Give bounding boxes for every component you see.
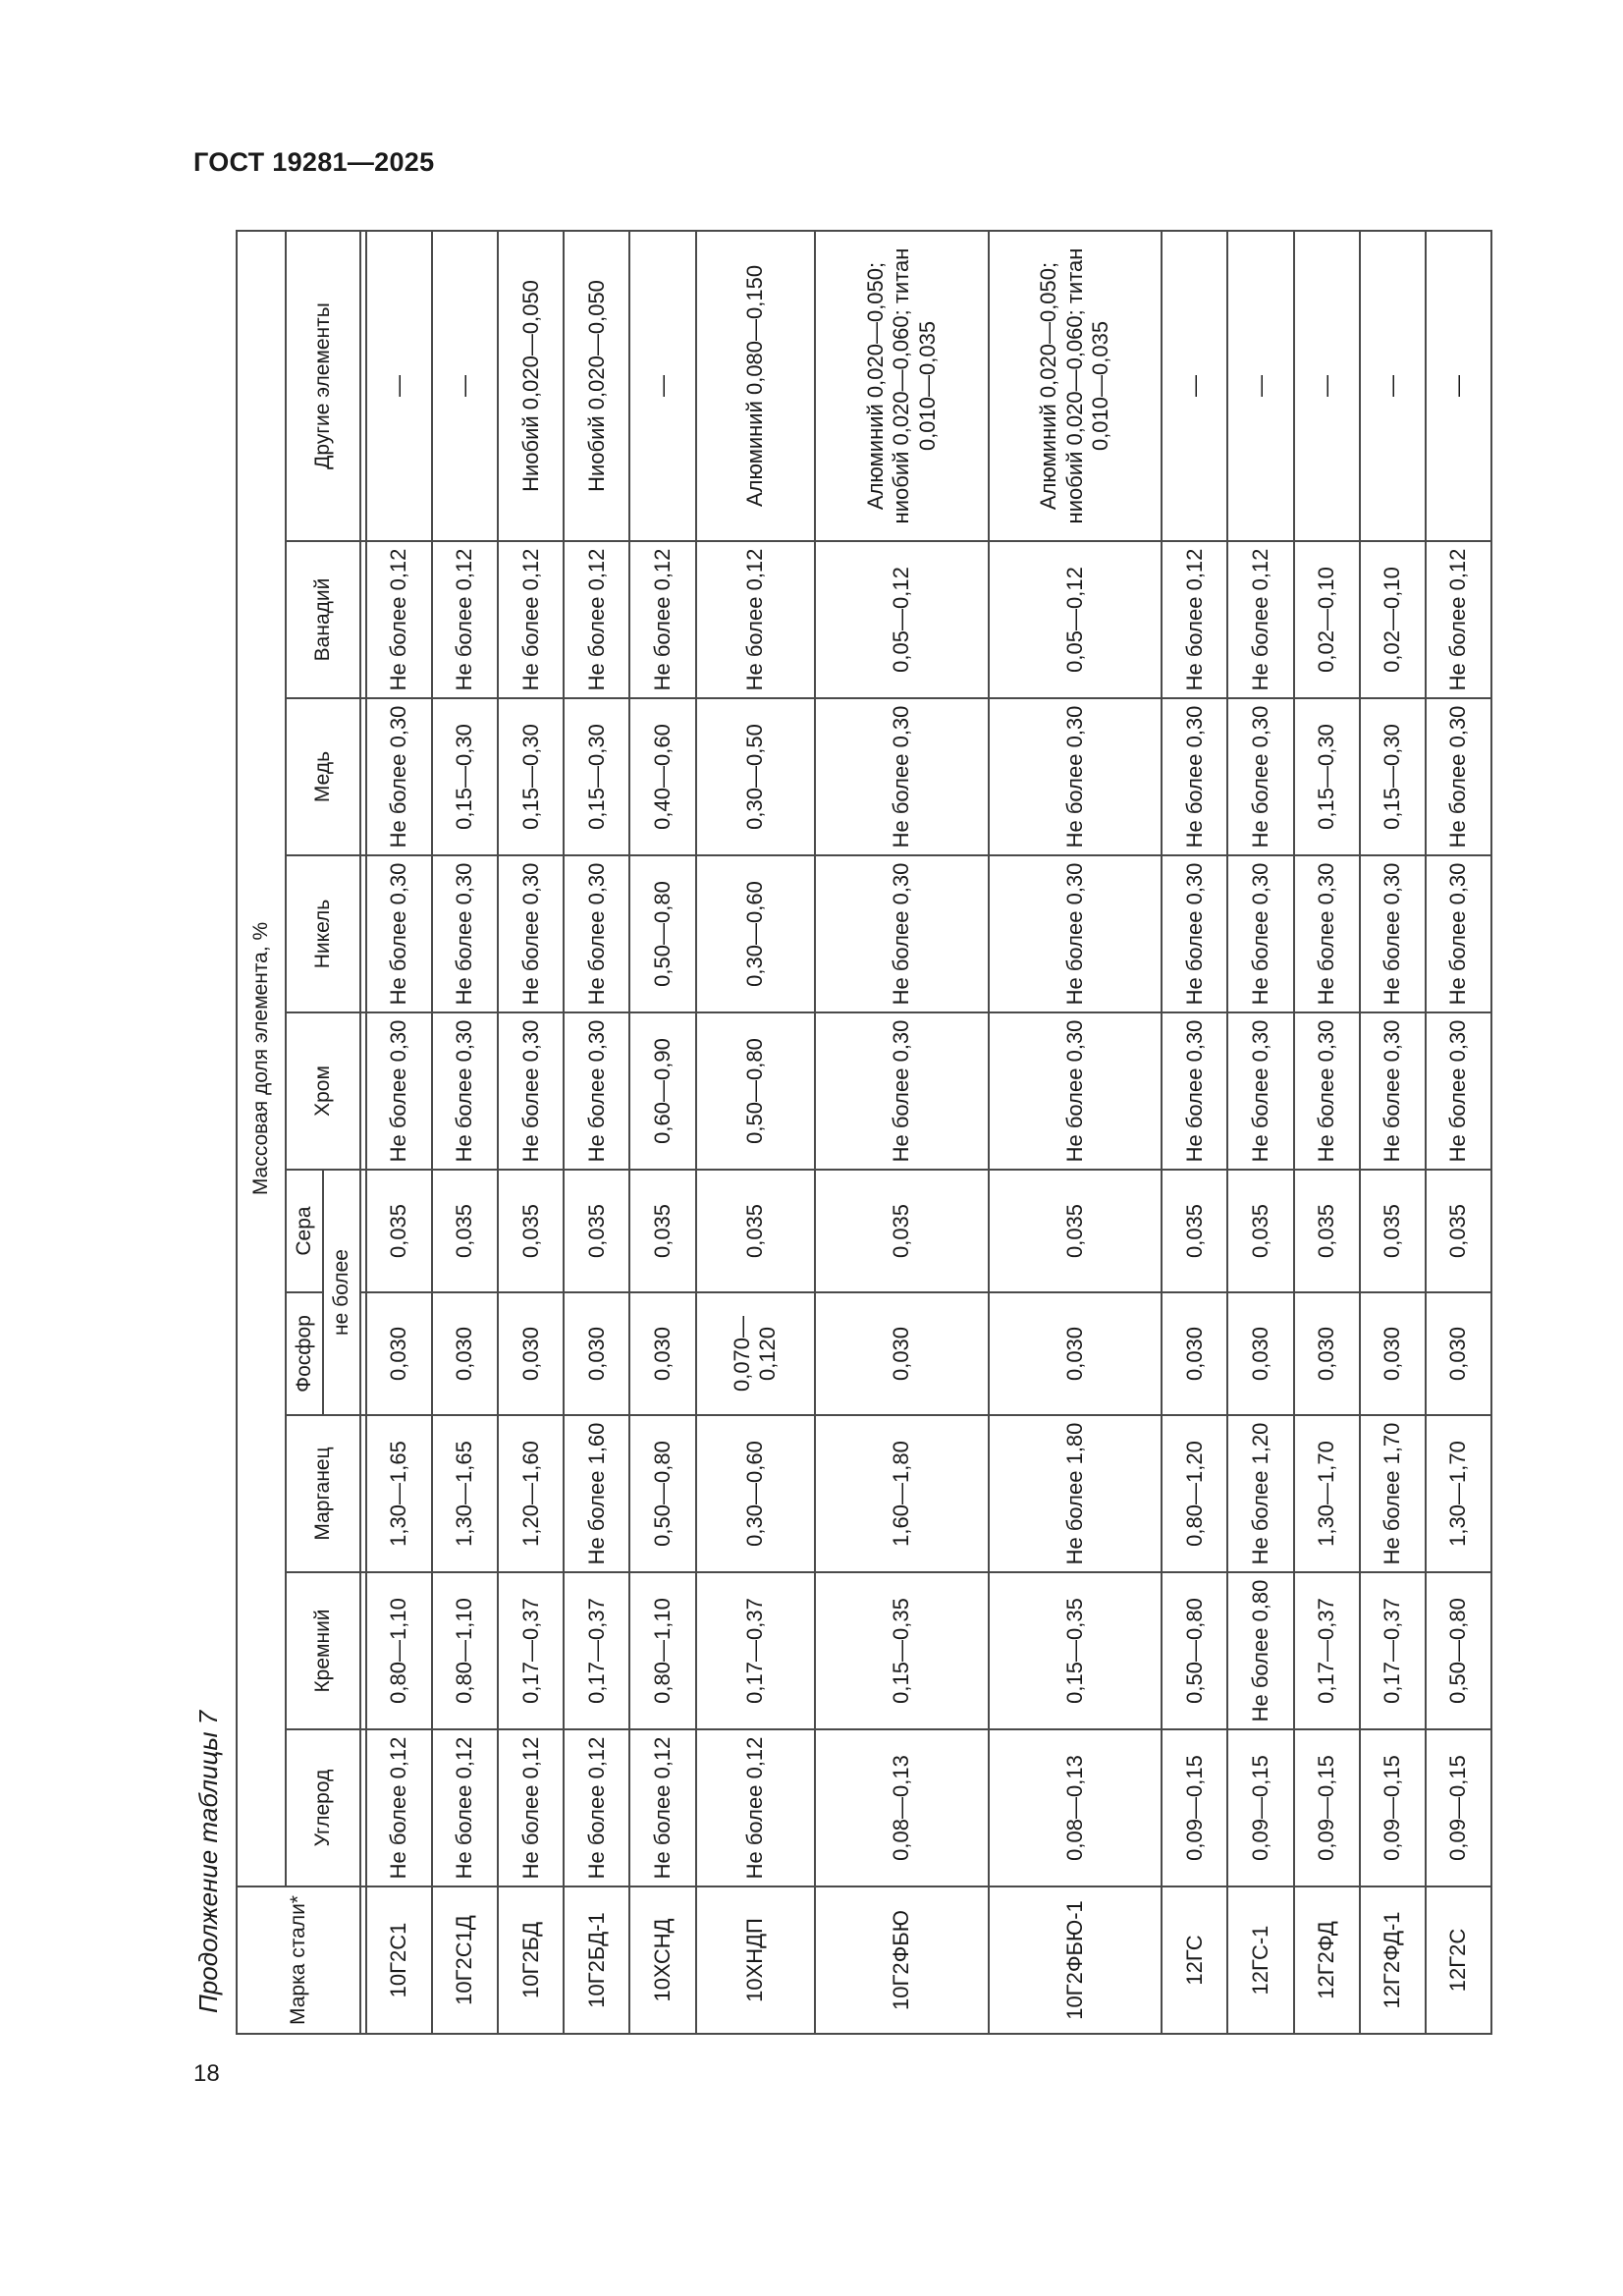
cell-other: — <box>1162 231 1227 541</box>
table-row <box>1162 231 1227 2034</box>
cell-phosphorus: 0,030 <box>366 1292 432 1415</box>
cell-silicon: 0,17—0,37 <box>1360 1572 1426 1729</box>
cell-other: — <box>1294 231 1360 541</box>
cell-carbon: 0,08—0,13 <box>989 1729 1162 1886</box>
cell-nickel: Не более 0,30 <box>1294 855 1360 1012</box>
cell-copper: 0,15—0,30 <box>564 698 629 855</box>
cell-other: Алюминий 0,080—0,150 <box>696 231 816 541</box>
cell-nickel: Не более 0,30 <box>815 855 988 1012</box>
cell-grade: 12ГС-1 <box>1227 1886 1293 2034</box>
table-row <box>629 231 695 2034</box>
cell-nickel: Не более 0,30 <box>498 855 564 1012</box>
cell-nickel: 0,50—0,80 <box>629 855 695 1012</box>
cell-phosphorus: 0,030 <box>1162 1292 1227 1415</box>
cell-silicon: 0,15—0,35 <box>989 1572 1162 1729</box>
cell-sulfur: 0,035 <box>1426 1170 1491 1292</box>
cell-nickel: 0,30—0,60 <box>696 855 816 1012</box>
cell-chromium: Не более 0,30 <box>1426 1012 1491 1170</box>
cell-silicon: 0,50—0,80 <box>1162 1572 1227 1729</box>
cell-silicon: Не более 0,80 <box>1227 1572 1293 1729</box>
cell-chromium: Не более 0,30 <box>1360 1012 1426 1170</box>
header-vanadium: Ванадий <box>286 541 360 698</box>
cell-vanadium: Не более 0,12 <box>432 541 498 698</box>
cell-vanadium: Не более 0,12 <box>1162 541 1227 698</box>
cell-chromium: Не более 0,30 <box>1162 1012 1227 1170</box>
cell-manganese: Не более 1,60 <box>564 1415 629 1572</box>
cell-silicon: 0,80—1,10 <box>629 1572 695 1729</box>
cell-sulfur: 0,035 <box>498 1170 564 1292</box>
cell-other: Ниобий 0,020—0,050 <box>498 231 564 541</box>
cell-grade: 12Г2ФД <box>1294 1886 1360 2034</box>
table-row <box>989 231 1162 2034</box>
cell-copper: Не более 0,30 <box>1426 698 1491 855</box>
header-copper: Медь <box>286 698 360 855</box>
cell-grade: 10Г2ФБЮ-1 <box>989 1886 1162 2034</box>
cell-phosphorus: 0,030 <box>989 1292 1162 1415</box>
cell-chromium: Не более 0,30 <box>564 1012 629 1170</box>
cell-silicon: 0,80—1,10 <box>432 1572 498 1729</box>
cell-grade: 12Г2ФД-1 <box>1360 1886 1426 2034</box>
cell-sulfur: 0,035 <box>1360 1170 1426 1292</box>
cell-nickel: Не более 0,30 <box>1360 855 1426 1012</box>
cell-manganese: 1,60—1,80 <box>815 1415 988 1572</box>
cell-chromium: Не более 0,30 <box>1294 1012 1360 1170</box>
cell-grade: 12ГС <box>1162 1886 1227 2034</box>
table-row <box>696 231 816 2034</box>
cell-vanadium: Не более 0,12 <box>498 541 564 698</box>
cell-phosphorus: 0,030 <box>564 1292 629 1415</box>
cell-silicon: 0,15—0,35 <box>815 1572 988 1729</box>
cell-copper: Не более 0,30 <box>815 698 988 855</box>
cell-nickel: Не более 0,30 <box>1162 855 1227 1012</box>
rotated-table-frame <box>236 232 1492 2035</box>
cell-sulfur: 0,035 <box>815 1170 988 1292</box>
cell-other: Ниобий 0,020—0,050 <box>564 231 629 541</box>
cell-phosphorus: 0,030 <box>1360 1292 1426 1415</box>
cell-manganese: Не более 1,70 <box>1360 1415 1426 1572</box>
cell-nickel: Не более 0,30 <box>432 855 498 1012</box>
cell-copper: 0,15—0,30 <box>498 698 564 855</box>
cell-chromium: 0,50—0,80 <box>696 1012 816 1170</box>
cell-manganese: 1,30—1,70 <box>1426 1415 1491 1572</box>
cell-carbon: Не более 0,12 <box>366 1729 432 1886</box>
cell-other: Алюминий 0,020—0,050; ниобий 0,020—0,060; титан 0,010—0,035 <box>815 231 988 541</box>
cell-carbon: Не более 0,12 <box>432 1729 498 1886</box>
cell-nickel: Не более 0,30 <box>1426 855 1491 1012</box>
cell-copper: Не более 0,30 <box>1227 698 1293 855</box>
cell-silicon: 0,17—0,37 <box>564 1572 629 1729</box>
table-caption: Продолжение таблицы 7 <box>193 1710 223 2013</box>
chemical-composition-table <box>236 230 1492 2035</box>
cell-other: — <box>1426 231 1491 541</box>
document-header: ГОСТ 19281—2025 <box>193 147 435 177</box>
cell-carbon: Не более 0,12 <box>498 1729 564 1886</box>
cell-grade: 10ХСНД <box>629 1886 695 2034</box>
table-row <box>366 231 432 2034</box>
cell-manganese: 1,30—1,65 <box>366 1415 432 1572</box>
cell-silicon: 0,80—1,10 <box>366 1572 432 1729</box>
cell-carbon: Не более 0,12 <box>629 1729 695 1886</box>
cell-manganese: 1,30—1,65 <box>432 1415 498 1572</box>
cell-carbon: 0,09—0,15 <box>1360 1729 1426 1886</box>
table-row <box>1294 231 1360 2034</box>
cell-sulfur: 0,035 <box>629 1170 695 1292</box>
cell-manganese: Не более 1,80 <box>989 1415 1162 1572</box>
cell-sulfur: 0,035 <box>1227 1170 1293 1292</box>
cell-other: — <box>629 231 695 541</box>
cell-copper: 0,40—0,60 <box>629 698 695 855</box>
cell-sulfur: 0,035 <box>366 1170 432 1292</box>
cell-copper: 0,30—0,50 <box>696 698 816 855</box>
cell-vanadium: Не более 0,12 <box>629 541 695 698</box>
cell-grade: 10Г2С1 <box>366 1886 432 2034</box>
cell-copper: 0,15—0,30 <box>432 698 498 855</box>
cell-phosphorus: 0,030 <box>432 1292 498 1415</box>
cell-carbon: 0,08—0,13 <box>815 1729 988 1886</box>
table-row <box>815 231 988 2034</box>
cell-silicon: 0,17—0,37 <box>696 1572 816 1729</box>
cell-nickel: Не более 0,30 <box>1227 855 1293 1012</box>
cell-sulfur: 0,035 <box>564 1170 629 1292</box>
cell-carbon: Не более 0,12 <box>696 1729 816 1886</box>
cell-chromium: Не более 0,30 <box>1227 1012 1293 1170</box>
cell-sulfur: 0,035 <box>1162 1170 1227 1292</box>
cell-phosphorus: 0,030 <box>498 1292 564 1415</box>
cell-vanadium: 0,05—0,12 <box>989 541 1162 698</box>
cell-carbon: 0,09—0,15 <box>1426 1729 1491 1886</box>
header-chromium: Хром <box>286 1012 360 1170</box>
table-row <box>564 231 629 2034</box>
table-container <box>236 232 1492 2035</box>
cell-silicon: 0,17—0,37 <box>1294 1572 1360 1729</box>
cell-copper: 0,15—0,30 <box>1294 698 1360 855</box>
table-row <box>498 231 564 2034</box>
cell-phosphorus: 0,070—0,120 <box>696 1292 816 1415</box>
cell-copper: Не более 0,30 <box>1162 698 1227 855</box>
cell-phosphorus: 0,030 <box>629 1292 695 1415</box>
cell-nickel: Не более 0,30 <box>366 855 432 1012</box>
cell-chromium: Не более 0,30 <box>366 1012 432 1170</box>
header-nickel: Никель <box>286 855 360 1012</box>
cell-sulfur: 0,035 <box>432 1170 498 1292</box>
cell-other: — <box>366 231 432 541</box>
cell-sulfur: 0,035 <box>1294 1170 1360 1292</box>
cell-copper: 0,15—0,30 <box>1360 698 1426 855</box>
cell-copper: Не более 0,30 <box>366 698 432 855</box>
cell-manganese: 0,30—0,60 <box>696 1415 816 1572</box>
header-phosphorus: Фосфор <box>286 1292 323 1415</box>
cell-manganese: 0,80—1,20 <box>1162 1415 1227 1572</box>
cell-silicon: 0,17—0,37 <box>498 1572 564 1729</box>
cell-silicon: 0,50—0,80 <box>1426 1572 1491 1729</box>
cell-phosphorus: 0,030 <box>815 1292 988 1415</box>
page-number: 18 <box>193 2060 220 2087</box>
cell-carbon: 0,09—0,15 <box>1294 1729 1360 1886</box>
cell-copper: Не более 0,30 <box>989 698 1162 855</box>
cell-manganese: 1,30—1,70 <box>1294 1415 1360 1572</box>
header-mass-fraction: Массовая доля элемента, % <box>237 231 286 1886</box>
cell-chromium: Не более 0,30 <box>432 1012 498 1170</box>
cell-other: — <box>1227 231 1293 541</box>
header-other-elements: Другие элементы <box>286 231 360 541</box>
cell-vanadium: 0,05—0,12 <box>815 541 988 698</box>
cell-vanadium: Не более 0,12 <box>1426 541 1491 698</box>
cell-sulfur: 0,035 <box>989 1170 1162 1292</box>
cell-carbon: 0,09—0,15 <box>1162 1729 1227 1886</box>
cell-chromium: Не более 0,30 <box>815 1012 988 1170</box>
cell-vanadium: Не более 0,12 <box>696 541 816 698</box>
header-sulfur: Сера <box>286 1170 323 1292</box>
cell-carbon: Не более 0,12 <box>564 1729 629 1886</box>
header-not-more: не более <box>323 1170 360 1415</box>
cell-sulfur: 0,035 <box>696 1170 816 1292</box>
cell-phosphorus: 0,030 <box>1227 1292 1293 1415</box>
cell-vanadium: Не более 0,12 <box>366 541 432 698</box>
table-row <box>1360 231 1426 2034</box>
cell-phosphorus: 0,030 <box>1294 1292 1360 1415</box>
cell-chromium: Не более 0,30 <box>498 1012 564 1170</box>
cell-phosphorus: 0,030 <box>1426 1292 1491 1415</box>
cell-grade: 12Г2С <box>1426 1886 1491 2034</box>
table-row <box>1426 231 1491 2034</box>
table-body <box>366 231 1491 2034</box>
cell-grade: 10Г2ФБЮ <box>815 1886 988 2034</box>
cell-grade: 10Г2БД-1 <box>564 1886 629 2034</box>
cell-nickel: Не более 0,30 <box>989 855 1162 1012</box>
cell-manganese: Не более 1,20 <box>1227 1415 1293 1572</box>
header-manganese: Марганец <box>286 1415 360 1572</box>
cell-vanadium: Не более 0,12 <box>1227 541 1293 698</box>
cell-vanadium: 0,02—0,10 <box>1294 541 1360 698</box>
cell-other: Алюминий 0,020—0,050; ниобий 0,020—0,060; титан 0,010—0,035 <box>989 231 1162 541</box>
cell-other: — <box>432 231 498 541</box>
header-grade: Марка стали* <box>237 1886 360 2034</box>
cell-vanadium: Не более 0,12 <box>564 541 629 698</box>
cell-grade: 10Г2БД <box>498 1886 564 2034</box>
cell-manganese: 0,50—0,80 <box>629 1415 695 1572</box>
table-row <box>432 231 498 2034</box>
cell-carbon: 0,09—0,15 <box>1227 1729 1293 1886</box>
cell-grade: 10ХНДП <box>696 1886 816 2034</box>
header-silicon: Кремний <box>286 1572 360 1729</box>
cell-chromium: Не более 0,30 <box>989 1012 1162 1170</box>
cell-other: — <box>1360 231 1426 541</box>
cell-manganese: 1,20—1,60 <box>498 1415 564 1572</box>
cell-vanadium: 0,02—0,10 <box>1360 541 1426 698</box>
header-carbon: Углерод <box>286 1729 360 1886</box>
cell-chromium: 0,60—0,90 <box>629 1012 695 1170</box>
cell-nickel: Не более 0,30 <box>564 855 629 1012</box>
cell-grade: 10Г2С1Д <box>432 1886 498 2034</box>
table-row <box>1227 231 1293 2034</box>
